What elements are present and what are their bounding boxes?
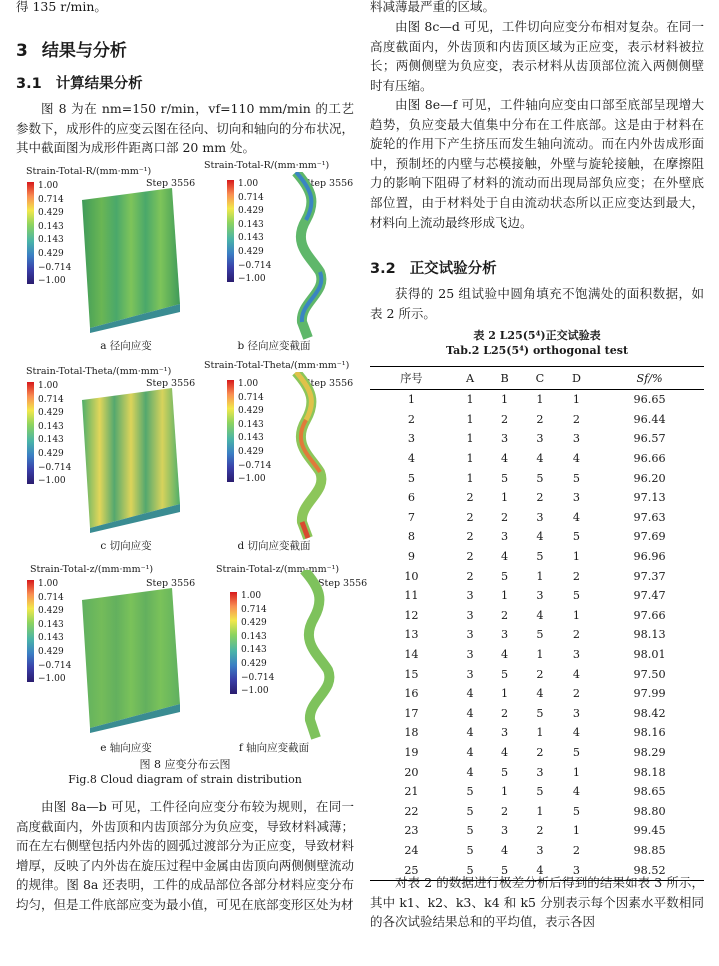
table-cell: 1 <box>572 550 581 564</box>
table-cell: 3 <box>466 667 474 681</box>
table-cell: 96.66 <box>633 452 666 466</box>
step-label: Step 3556 <box>146 178 196 189</box>
table-cell: 7 <box>407 510 415 524</box>
table-cell: 20 <box>404 765 419 779</box>
panel-title: Strain-Total-R/(mm·mm⁻¹) <box>204 160 330 171</box>
section-3-heading: 3 结果与分析 <box>16 41 127 61</box>
table-cell: 98.80 <box>633 804 666 818</box>
table-header-cell: C <box>522 367 558 390</box>
table-row <box>370 664 704 684</box>
table-cell: 5 <box>536 550 544 564</box>
table-row <box>370 841 704 861</box>
table-cell: 14 <box>404 648 419 662</box>
table-cell: 2 <box>500 608 509 622</box>
table-cell: 3 <box>536 589 544 603</box>
step-label: Step 3556 <box>146 378 196 389</box>
table-cell: 4 <box>466 745 474 759</box>
table-title-en: Tab.2 L25(5⁴) orthogonal test <box>445 344 629 357</box>
table-cell: 2 <box>572 687 581 701</box>
table-cell: 4 <box>522 860 558 880</box>
figure-caption-en: Fig.8 Cloud diagram of strain distribution <box>68 773 302 786</box>
table-header-cell: B <box>487 367 522 390</box>
table-cell: 5 <box>487 860 522 880</box>
table-cell: 1 <box>536 393 544 407</box>
table-header-cell: 序号 <box>370 367 453 390</box>
table-cell: 4 <box>500 452 509 466</box>
table-cell: 12 <box>404 608 419 622</box>
section-radial-render <box>282 172 332 340</box>
table-cell: 8 <box>407 530 415 544</box>
section-tangential-render <box>282 372 332 540</box>
table-row <box>370 527 704 547</box>
table-cell: 5 <box>572 530 581 544</box>
panel-caption: c 切向应变 <box>100 540 152 552</box>
section-3-2-heading: 3.2 正交试验分析 <box>370 261 497 277</box>
table-cell: 3 <box>558 860 595 880</box>
table-cell: 1 <box>500 491 509 505</box>
table-cell: 3 <box>536 432 544 446</box>
panel-title: Strain-Total-Theta/(mm·mm⁻¹) <box>204 360 350 371</box>
table-cell: 96.44 <box>633 412 666 426</box>
table-cell: 3 <box>536 765 544 779</box>
table-row <box>370 743 704 763</box>
table-cell: 5 <box>453 860 487 880</box>
table-row <box>370 508 704 528</box>
figure-8 <box>16 160 368 794</box>
paragraph-fig8-intro: 图 8 为在 nm=150 r/min，vf=110 mm/min 的工艺参数下，成形件的应变云图在径向、切向和轴向的分布状况，其中截面图为成形件距离口部 20 mm 处。 <box>16 101 354 156</box>
table-cell: 19 <box>404 745 419 759</box>
table-cell: 2 <box>500 510 509 524</box>
top-line: 得 135 r/min。 <box>16 0 107 14</box>
colorbar <box>227 380 234 482</box>
table-cell: 97.69 <box>633 530 666 544</box>
table-cell: 16 <box>404 687 419 701</box>
table-cell: 1 <box>466 393 474 407</box>
colorbar <box>27 580 34 682</box>
table-cell: 96.96 <box>633 550 666 564</box>
table-cell: 97.66 <box>633 608 666 622</box>
table-cell: 97.13 <box>633 491 666 505</box>
section-axial-render <box>290 570 340 740</box>
table-cell: 3 <box>572 648 581 662</box>
table-cell: 24 <box>404 843 419 857</box>
table-cell: 4 <box>536 608 544 622</box>
table-cell: 5 <box>407 471 415 485</box>
table-cell: 5 <box>572 804 581 818</box>
table-row <box>370 782 704 802</box>
table-cell: 4 <box>536 452 544 466</box>
table-row <box>370 801 704 821</box>
table-cell: 5 <box>536 471 544 485</box>
table-cell: 2 <box>500 706 509 720</box>
continuation-line: 料减薄最严重的区域。 <box>370 0 496 14</box>
table-cell: 2 <box>572 412 581 426</box>
table-cell: 1 <box>466 412 474 426</box>
table-row <box>370 488 704 508</box>
table-cell: 4 <box>572 726 581 740</box>
panel-title: Strain-Total-R/(mm·mm⁻¹) <box>26 166 152 177</box>
table-cell: 98.18 <box>633 765 666 779</box>
table-cell: 6 <box>407 491 415 505</box>
table-cell: 3 <box>466 648 474 662</box>
table-row <box>370 449 704 469</box>
table-cell: 4 <box>500 843 509 857</box>
table-cell: 1 <box>572 608 581 622</box>
panel-caption: b 径向应变截面 <box>237 340 311 352</box>
table-cell: 96.57 <box>633 432 666 446</box>
table-cell: 96.20 <box>633 471 666 485</box>
table-cell: 98.13 <box>633 628 666 642</box>
table-header-cell: D <box>558 367 595 390</box>
workpiece-axial-render <box>76 588 186 733</box>
table-cell: 5 <box>536 785 544 799</box>
table-header-cell: Sf/% <box>595 367 704 390</box>
table-cell: 23 <box>404 824 419 838</box>
panel-b <box>194 160 354 356</box>
table-cell: 2 <box>572 569 581 583</box>
table-cell: 3 <box>407 432 415 446</box>
step-label: Step 3556 <box>304 178 354 189</box>
table-cell: 4 <box>536 530 544 544</box>
paragraph-fig8ab: 由图 8a—b 可见，工件径向应变分布较为规则，在同一高度截面内，外齿顶和内齿顶部分为负应变，导致材料减薄；而在左右侧壁包括内外齿的圆弧过渡部分为正应变，导致材料增厚，反映了内外齿在旋压过程中金属由齿顶向两侧侧壁流动的规律。图 8a 还表明，工件的成品部位各部分材料应变分布均匀，但是工件底部应变为最小值，可见在底部变形区处为材 <box>16 799 354 912</box>
table-cell: 5 <box>572 745 581 759</box>
step-label: Step 3556 <box>146 578 196 589</box>
table-cell: 3 <box>500 628 509 642</box>
table-cell: 97.63 <box>633 510 666 524</box>
step-label: Step 3556 <box>304 378 354 389</box>
panel-c <box>16 366 196 556</box>
table-cell: 3 <box>500 530 509 544</box>
table-cell: 9 <box>407 550 415 564</box>
table-cell: 1 <box>407 393 415 407</box>
table-cell: 2 <box>536 824 544 838</box>
table-cell: 10 <box>404 569 419 583</box>
table-cell: 3 <box>536 510 544 524</box>
table-cell: 3 <box>500 726 509 740</box>
workpiece-radial-render <box>76 188 186 333</box>
table-cell: 2 <box>466 550 474 564</box>
colorbar-ticks: 1.00 0.714 0.429 0.143 0.143 0.429 −0.714 −1.00 <box>238 379 272 485</box>
table-cell: 1 <box>500 589 509 603</box>
table-cell: 3 <box>466 608 474 622</box>
step-label: Step 3556 <box>318 578 368 589</box>
table-cell: 4 <box>466 765 474 779</box>
table-cell: 4 <box>572 785 581 799</box>
table-cell: 3 <box>572 491 581 505</box>
table-cell: 15 <box>404 667 419 681</box>
table-row <box>370 468 704 488</box>
panel-f <box>194 564 368 760</box>
table-cell: 4 <box>536 687 544 701</box>
table-cell: 5 <box>536 628 544 642</box>
table-cell: 5 <box>572 471 581 485</box>
table-cell: 22 <box>404 804 419 818</box>
table-cell: 21 <box>404 785 419 799</box>
table-cell: 4 <box>500 550 509 564</box>
table-cell: 4 <box>407 452 415 466</box>
table-cell: 13 <box>404 628 419 642</box>
table-cell: 2 <box>466 530 474 544</box>
table-row <box>370 704 704 724</box>
table-cell: 5 <box>536 706 544 720</box>
table-row <box>370 410 704 430</box>
table-row <box>370 645 704 665</box>
table-cell: 4 <box>572 452 581 466</box>
table-row <box>370 547 704 567</box>
table-cell: 98.52 <box>595 860 704 880</box>
table-cell: 1 <box>572 824 581 838</box>
table-cell: 3 <box>536 843 544 857</box>
table-cell: 98.85 <box>633 843 666 857</box>
table-cell: 1 <box>500 393 509 407</box>
table-cell: 4 <box>572 510 581 524</box>
colorbar <box>227 180 234 282</box>
table-cell: 98.01 <box>633 648 666 662</box>
orthogonal-table-wrap <box>370 366 704 881</box>
table-cell: 3 <box>466 589 474 603</box>
table-cell: 97.50 <box>633 667 666 681</box>
figure-caption-cn: 图 8 应变分布云图 <box>139 758 231 771</box>
workpiece-tangential-render <box>76 388 186 533</box>
panel-caption: e 轴向应变 <box>100 742 152 754</box>
panel-title: Strain-Total-z/(mm·mm⁻¹) <box>216 564 340 575</box>
table-cell: 4 <box>572 667 581 681</box>
table-cell: 98.16 <box>633 726 666 740</box>
table-title-cn: 表 2 L25(5⁴)正交试验表 <box>473 329 601 342</box>
table-row <box>370 606 704 626</box>
table-header-row <box>370 367 704 390</box>
table-cell: 5 <box>500 667 509 681</box>
table-cell: 3 <box>572 432 581 446</box>
colorbar-ticks: 1.00 0.714 0.429 0.143 0.143 0.429 −0.714 −1.00 <box>241 591 275 697</box>
colorbar-ticks: 1.00 0.714 0.429 0.143 0.143 0.429 −0.714 −1.00 <box>38 381 72 487</box>
table-header-cell: A <box>453 367 487 390</box>
table-cell: 3 <box>500 432 509 446</box>
table-cell: 1 <box>536 726 544 740</box>
table-cell: 4 <box>500 745 509 759</box>
panel-caption: d 切向应变截面 <box>237 540 311 552</box>
table-cell: 5 <box>572 589 581 603</box>
table-cell: 2 <box>500 804 509 818</box>
colorbar <box>27 382 34 484</box>
table-cell: 5 <box>500 765 509 779</box>
colorbar <box>230 592 237 694</box>
section-3-1-heading: 3.1 计算结果分析 <box>16 76 143 92</box>
table-cell: 2 <box>536 745 544 759</box>
table-cell: 3 <box>466 628 474 642</box>
panel-d <box>194 360 354 556</box>
table-cell: 1 <box>466 452 474 466</box>
table-cell: 1 <box>500 785 509 799</box>
table-cell: 1 <box>466 432 474 446</box>
paragraph-table-intro: 获得的 25 组试验中圆角填充不饱满处的面积数据，如表 2 所示。 <box>370 286 704 321</box>
table-cell: 2 <box>536 491 544 505</box>
table-row <box>370 390 704 410</box>
table-cell: 3 <box>572 706 581 720</box>
table-cell: 99.45 <box>633 824 666 838</box>
panel-title: Strain-Total-z/(mm·mm⁻¹) <box>30 564 154 575</box>
table-cell: 5 <box>466 785 474 799</box>
table-cell: 5 <box>466 824 474 838</box>
table-cell: 5 <box>466 804 474 818</box>
table-cell: 5 <box>500 569 509 583</box>
table-cell: 2 <box>572 628 581 642</box>
paragraph-fig8cd: 由图 8c—d 可见，工件切向应变分布相对复杂。在同一高度截面内，外齿顶和内齿顶区域为正应变，表示材料被拉长；两侧侧壁为负应变，表示材料从齿顶部位流入两侧侧壁时有压缩。 <box>370 19 704 93</box>
table-cell: 4 <box>500 648 509 662</box>
table-cell: 2 <box>500 412 509 426</box>
colorbar-ticks: 1.00 0.714 0.429 0.143 0.143 0.429 −0.714 −1.00 <box>38 181 72 287</box>
table-cell: 2 <box>536 667 544 681</box>
table-row <box>370 566 704 586</box>
table-cell: 1 <box>536 648 544 662</box>
table-cell: 97.37 <box>633 569 666 583</box>
table-cell: 17 <box>404 706 419 720</box>
table-cell: 25 <box>370 860 453 880</box>
panel-e <box>16 564 196 754</box>
table-cell: 97.47 <box>633 589 666 603</box>
table-cell: 5 <box>466 843 474 857</box>
table-cell: 2 <box>466 569 474 583</box>
table-cell: 2 <box>466 510 474 524</box>
table-row <box>370 684 704 704</box>
table-cell: 1 <box>536 804 544 818</box>
paragraph-fig8ef: 由图 8e—f 可见，工件轴向应变由口部至底部呈现增大趋势，负应变最大值集中分布在工件底部。这是由于材料在旋轮的作用下产生挤压而发生轴向流动。而在内外齿成形面中，预制坯的内壁与芯模接触，外壁与旋轮接触，在摩擦阻力的影响下阻碍了材料的流动而出现局部负应变；在外壁底部位置，由于材料处于自由流动状态所以正应变达到最大，材料向上流动最终形成飞边。 <box>370 97 704 230</box>
table-cell: 2 <box>536 412 544 426</box>
colorbar <box>27 182 34 284</box>
table-cell: 4 <box>466 726 474 740</box>
table-cell: 2 <box>572 843 581 857</box>
table-cell: 97.99 <box>633 687 666 701</box>
table-row <box>370 821 704 841</box>
table-cell: 98.65 <box>633 785 666 799</box>
colorbar-ticks: 1.00 0.714 0.429 0.143 0.143 0.429 −0.714 −1.00 <box>38 579 72 685</box>
table-cell: 4 <box>466 687 474 701</box>
table-cell: 2 <box>466 491 474 505</box>
table-row <box>370 625 704 645</box>
table-cell: 3 <box>500 824 509 838</box>
table-cell: 2 <box>407 412 415 426</box>
table-cell: 98.29 <box>633 745 666 759</box>
table-cell: 1 <box>536 569 544 583</box>
table-cell: 11 <box>404 589 419 603</box>
table-cell: 18 <box>404 726 419 740</box>
table-row <box>370 429 704 449</box>
panel-a <box>16 166 196 356</box>
table-cell: 1 <box>572 393 581 407</box>
orthogonal-test-table <box>370 366 704 881</box>
table-cell: 1 <box>466 471 474 485</box>
colorbar-ticks: 1.00 0.714 0.429 0.143 0.143 0.429 −0.714 −1.00 <box>238 179 272 285</box>
table-cell: 98.42 <box>633 706 666 720</box>
panel-title: Strain-Total-Theta/(mm·mm⁻¹) <box>26 366 172 377</box>
panel-caption: f 轴向应变截面 <box>238 742 310 754</box>
table-cell: 5 <box>500 471 509 485</box>
paragraph-range-analysis: 对表 2 的数据进行极差分析后得到的结果如表 3 所示，其中 k1、k2、k3、k4 和 k5 分别表示每个因素水平数相同的各次试验结果总和的平均值，表示各因 <box>370 875 704 930</box>
table-row <box>370 762 704 782</box>
table-cell: 1 <box>572 765 581 779</box>
panel-caption: a 径向应变 <box>100 340 152 352</box>
table-cell: 1 <box>500 687 509 701</box>
table-row <box>370 723 704 743</box>
table-cell: 4 <box>466 706 474 720</box>
table-row <box>370 586 704 606</box>
table-cell: 96.65 <box>633 393 666 407</box>
